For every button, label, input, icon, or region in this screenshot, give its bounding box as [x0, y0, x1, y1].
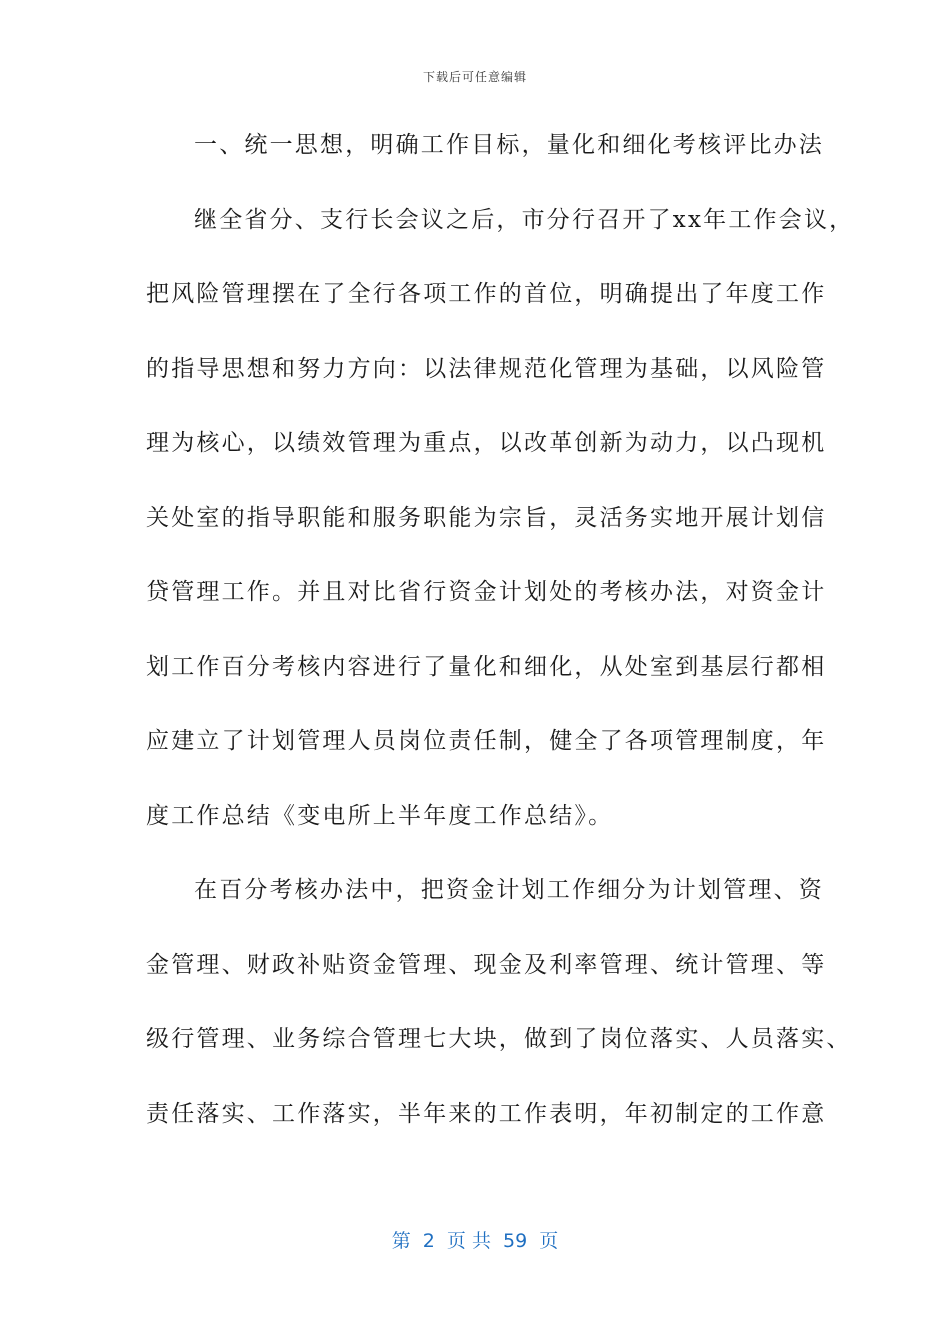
paragraph-line: 把风险管理摆在了全行各项工作的首位，明确提出了年度工作 [146, 281, 827, 307]
page-number-footer: 第 2 页 共 59 页 [391, 1230, 559, 1252]
paragraph-line: 的指导思想和努力方向：以法律规范化管理为基础，以风险管 [146, 355, 827, 382]
paragraph-line: 度工作总结《变电所上半年度工作总结》。 [146, 802, 614, 829]
paragraph-line: 在百分考核办法中，把资金计划工作细分为计划管理、资 [194, 877, 824, 903]
paragraph-line: 级行管理、业务综合管理七大块，做到了岗位落实、人员落实、 [146, 1026, 852, 1052]
page-header: 下载后可任意编辑 [422, 70, 527, 84]
document-body [146, 125, 855, 1168]
paragraph-line: 划工作百分考核内容进行了量化和细化，从处室到基层行都相 [146, 653, 827, 680]
paragraph-line: 责任落实、工作落实，半年来的工作表明，年初制定的工作意 [146, 1100, 827, 1127]
paragraph-line: 贷管理工作。并且对比省行资金计划处的考核办法，对资金计 [146, 579, 827, 605]
paragraph-line: 应建立了计划管理人员岗位责任制，健全了各项管理制度，年 [146, 728, 827, 754]
paragraph-line: 关处室的指导职能和服务职能为宗旨，灵活务实地开展计划信 [146, 504, 827, 531]
paragraph-line: 继全省分、支行长会议之后，市分行召开了xx年工作会议， [194, 206, 855, 233]
section-heading: 一、统一思想，明确工作目标，量化和细化考核评比办法 [194, 132, 824, 158]
paragraph-line: 金管理、财政补贴资金管理、现金及利率管理、统计管理、等 [146, 951, 827, 978]
paragraph-line: 理为核心，以绩效管理为重点，以改革创新为动力，以凸现机 [146, 430, 827, 456]
